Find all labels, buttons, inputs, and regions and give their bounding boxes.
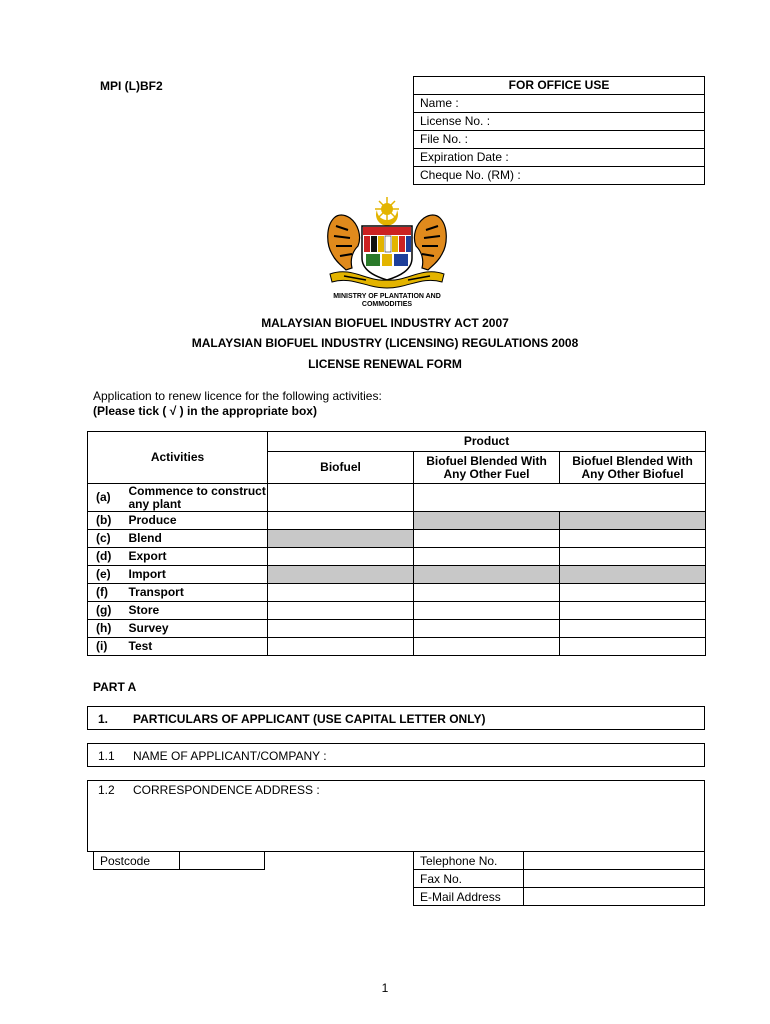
row-label: Blend bbox=[124, 530, 268, 548]
checkbox-cell[interactable] bbox=[560, 620, 706, 638]
section-1-number: 1. bbox=[98, 712, 109, 726]
shaded-cell bbox=[414, 512, 560, 530]
table-row bbox=[88, 530, 706, 548]
row-letter: (c) bbox=[88, 530, 124, 548]
checkbox-cell[interactable] bbox=[414, 638, 560, 656]
telephone-label-cell bbox=[413, 851, 524, 870]
row-letter: (i) bbox=[88, 638, 124, 656]
table-row bbox=[88, 602, 706, 620]
fax-input[interactable] bbox=[523, 869, 705, 888]
part-a-title: PART A bbox=[93, 680, 137, 694]
row-label: Survey bbox=[124, 620, 268, 638]
table-row bbox=[88, 584, 706, 602]
table-row bbox=[88, 484, 706, 512]
checkbox-cell[interactable] bbox=[414, 620, 560, 638]
office-use-title: FOR OFFICE USE bbox=[414, 77, 705, 95]
table-row bbox=[88, 566, 706, 584]
checkbox-cell[interactable] bbox=[560, 602, 706, 620]
table-row bbox=[88, 638, 706, 656]
section-1-box bbox=[87, 706, 705, 730]
ministry-caption: MINISTRY OF PLANTATION AND COMMODITIES bbox=[333, 293, 441, 308]
row-label: Commence to construct any plant bbox=[124, 484, 268, 512]
applicant-name-field[interactable] bbox=[87, 743, 705, 767]
checkbox-cell[interactable] bbox=[560, 530, 706, 548]
row-letter: (b) bbox=[88, 512, 124, 530]
checkbox-cell[interactable] bbox=[268, 584, 414, 602]
shaded-cell bbox=[414, 566, 560, 584]
table-row bbox=[88, 620, 706, 638]
regulations-title: MALAYSIAN BIOFUEL INDUSTRY (LICENSING) REGULATIONS 2008 bbox=[191, 336, 579, 350]
field-number: 1.2 bbox=[98, 783, 115, 797]
row-letter: (f) bbox=[88, 584, 124, 602]
checkbox-cell[interactable] bbox=[414, 602, 560, 620]
row-label: Test bbox=[124, 638, 268, 656]
page-number: 1 bbox=[381, 981, 389, 995]
checkbox-cell[interactable] bbox=[268, 638, 414, 656]
checkbox-cell[interactable] bbox=[560, 548, 706, 566]
address-field[interactable] bbox=[87, 780, 705, 852]
shaded-cell bbox=[268, 566, 414, 584]
telephone-input[interactable] bbox=[523, 851, 705, 870]
form-code: MPI (L)BF2 bbox=[100, 79, 163, 93]
checkbox-cell[interactable] bbox=[268, 484, 414, 512]
fax-label: Fax No. bbox=[420, 872, 463, 886]
form-title: LICENSE RENEWAL FORM bbox=[308, 357, 462, 371]
row-letter: (e) bbox=[88, 566, 124, 584]
office-expiration-field[interactable]: Expiration Date : bbox=[414, 149, 705, 167]
table-row bbox=[88, 512, 706, 530]
checkbox-cell[interactable] bbox=[268, 620, 414, 638]
shaded-cell bbox=[560, 512, 706, 530]
checkbox-cell[interactable] bbox=[268, 512, 414, 530]
email-label-cell bbox=[413, 887, 524, 906]
office-license-field[interactable]: License No. : bbox=[414, 113, 705, 131]
row-label: Import bbox=[124, 566, 268, 584]
office-cheque-field[interactable]: Cheque No. (RM) : bbox=[414, 167, 705, 185]
row-label: Store bbox=[124, 602, 268, 620]
applicant-name-label: NAME OF APPLICANT/COMPANY : bbox=[133, 749, 327, 763]
intro-text: Application to renew licence for the following activities: bbox=[93, 389, 382, 403]
checkbox-cell[interactable] bbox=[268, 602, 414, 620]
row-letter: (g) bbox=[88, 602, 124, 620]
checkbox-cell[interactable] bbox=[268, 548, 414, 566]
office-name-field[interactable]: Name : bbox=[414, 95, 705, 113]
checkbox-cell[interactable] bbox=[560, 638, 706, 656]
telephone-label: Telephone No. bbox=[420, 854, 498, 868]
field-number: 1.1 bbox=[98, 749, 115, 763]
checkbox-cell[interactable] bbox=[414, 484, 706, 512]
col-blend-fuel: Biofuel Blended With Any Other Fuel bbox=[414, 452, 560, 484]
row-letter: (a) bbox=[88, 484, 124, 512]
checkbox-cell[interactable] bbox=[414, 548, 560, 566]
activities-header: Activities bbox=[88, 432, 268, 484]
postcode-label-cell bbox=[93, 851, 180, 870]
tick-instruction: (Please tick ( √ ) in the appropriate box) bbox=[93, 404, 317, 418]
table-row bbox=[88, 548, 706, 566]
row-letter: (d) bbox=[88, 548, 124, 566]
office-use-table bbox=[413, 76, 705, 185]
checkbox-cell[interactable] bbox=[414, 584, 560, 602]
col-biofuel: Biofuel bbox=[268, 452, 414, 484]
activities-table bbox=[87, 431, 706, 656]
postcode-input[interactable] bbox=[179, 851, 265, 870]
email-input[interactable] bbox=[523, 887, 705, 906]
shaded-cell bbox=[268, 530, 414, 548]
postcode-label: Postcode bbox=[100, 854, 151, 868]
row-label: Transport bbox=[124, 584, 268, 602]
shaded-cell bbox=[560, 566, 706, 584]
row-letter: (h) bbox=[88, 620, 124, 638]
row-label: Produce bbox=[124, 512, 268, 530]
email-label: E-Mail Address bbox=[420, 890, 501, 904]
product-header: Product bbox=[268, 432, 706, 452]
coat-of-arms-logo bbox=[322, 196, 452, 292]
fax-label-cell bbox=[413, 869, 524, 888]
col-blend-biofuel: Biofuel Blended With Any Other Biofuel bbox=[560, 452, 706, 484]
row-label: Export bbox=[124, 548, 268, 566]
act-title: MALAYSIAN BIOFUEL INDUSTRY ACT 2007 bbox=[261, 316, 509, 330]
checkbox-cell[interactable] bbox=[560, 584, 706, 602]
address-label: CORRESPONDENCE ADDRESS : bbox=[133, 783, 320, 797]
section-1-title: PARTICULARS OF APPLICANT (USE CAPITAL LETTER ONLY) bbox=[133, 712, 486, 726]
office-file-field[interactable]: File No. : bbox=[414, 131, 705, 149]
checkbox-cell[interactable] bbox=[414, 530, 560, 548]
